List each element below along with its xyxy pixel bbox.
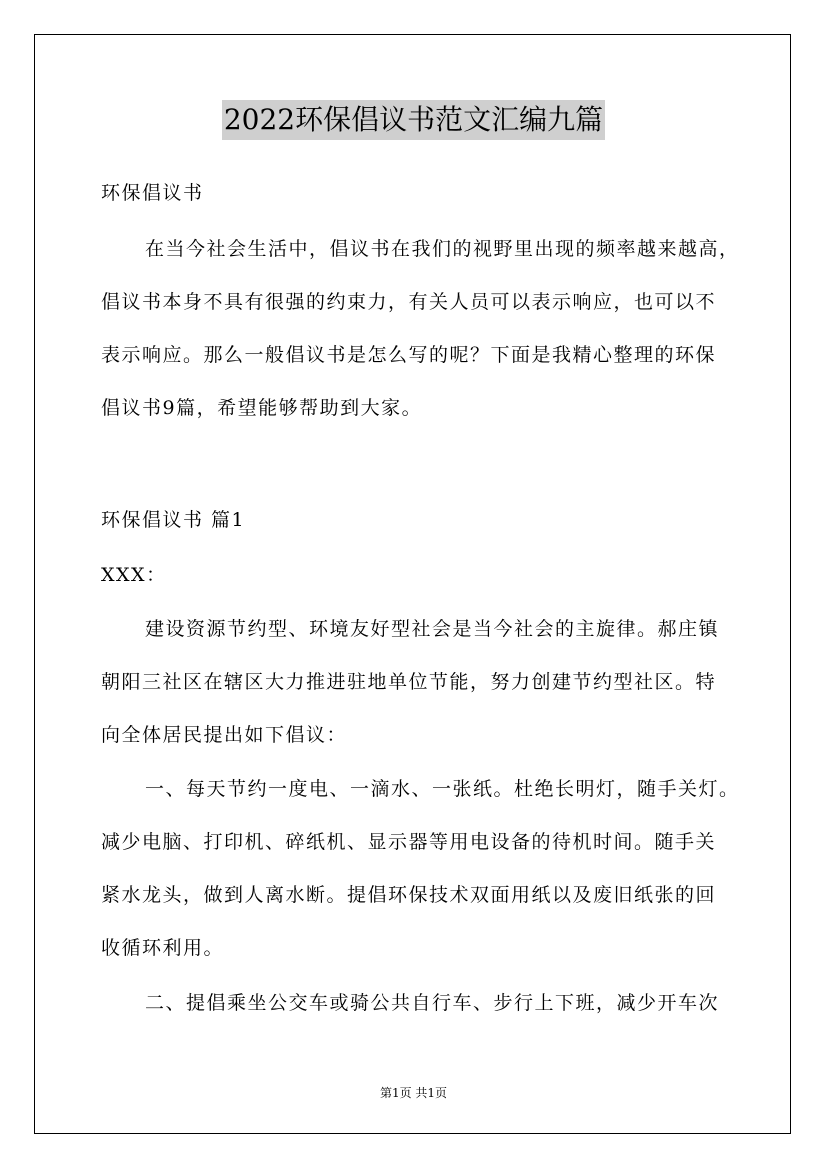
- paragraph-line: 紧水龙头，做到人离水断。提倡环保技术双面用纸以及废旧纸张的回: [101, 884, 717, 906]
- addressee: XXX：: [101, 564, 167, 586]
- paragraph-line: 倡议书本身不具有很强的约束力，有关人员可以表示响应，也可以不: [101, 291, 717, 313]
- title-container: [0, 100, 827, 140]
- document-title: 2022环保倡议书范文汇编九篇: [222, 100, 605, 140]
- paragraph-line: 表示响应。那么一般倡议书是怎么写的呢？下面是我精心整理的环保: [101, 344, 717, 366]
- section-heading: 环保倡议书: [101, 182, 204, 204]
- paragraph-line: 在当今社会生活中，倡议书在我们的视野里出现的频率越来越高，: [145, 238, 740, 260]
- paragraph-line: 收循环利用。: [101, 937, 225, 959]
- paragraph-line: 一、每天节约一度电、一滴水、一张纸。杜绝长明灯，随手关灯。: [145, 778, 740, 800]
- paragraph-line: 建设资源节约型、环境友好型社会是当今社会的主旋律。郝庄镇: [145, 618, 720, 640]
- paragraph-line: 二、提倡乘坐公交车或骑公共自行车、步行上下班，减少开车次: [145, 992, 720, 1014]
- section-heading: 环保倡议书 篇1: [101, 509, 246, 531]
- paragraph-line: 倡议书9篇，希望能够帮助到大家。: [101, 397, 423, 419]
- page-footer: 第1页 共1页: [379, 1086, 448, 1100]
- paragraph-line: 朝阳三社区在辖区大力推进驻地单位节能，努力创建节约型社区。特: [101, 671, 717, 693]
- paragraph-line: 向全体居民提出如下倡议：: [101, 724, 348, 746]
- paragraph-line: 减少电脑、打印机、碎纸机、显示器等用电设备的待机时间。随手关: [101, 831, 717, 853]
